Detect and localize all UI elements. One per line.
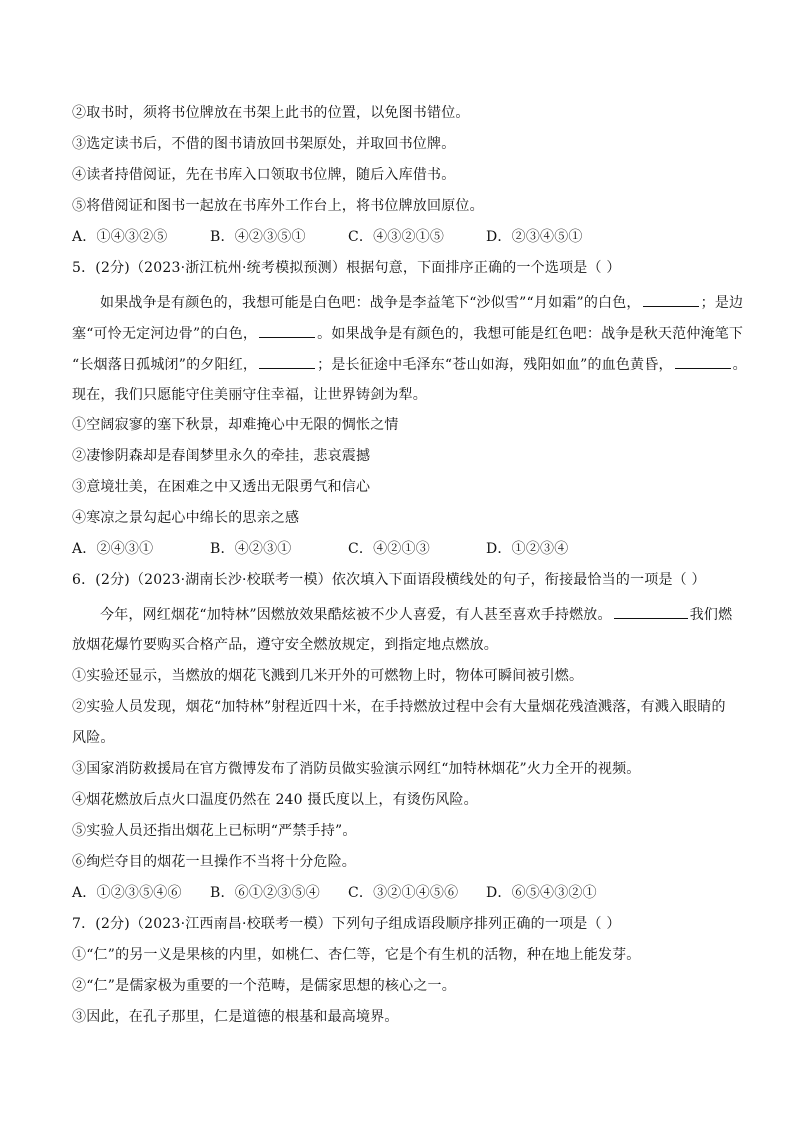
- q6-heading: 6．(2分)（2023·湖南长沙·校联考一模）依次填入下面语段横线处的句子，衔接最恰当的一项是（ ）: [72, 572, 706, 588]
- q7-heading: 7．(2分)（2023·江西南昌·校联考一模）下列句子组成语段顺序排列正确的一项是（ ）: [72, 916, 621, 932]
- q5-item-3: ③意境壮美，在困难之中又透出无限勇气和信心: [72, 479, 371, 495]
- q4-choices: [72, 228, 744, 246]
- q6-item-3: ③国家消防救援局在官方微博发布了消防员做实验演示网红“加特林烟花”火力全开的视频。: [72, 761, 641, 777]
- q6-choice-c[interactable]: C．③②①④⑤⑥: [348, 885, 459, 901]
- q6-text: 今年，网红烟花“加特林”因燃放效果酷炫被不少人喜爱，有人甚至喜欢手持燃放。: [100, 607, 612, 623]
- q6-item-4: ④烟花燃放后点火口温度仍然在 240 摄氏度以上，有烫伤风险。: [72, 792, 478, 808]
- q7-item-2: ②“仁”是儒家极为重要的一个范畴，是儒家思想的核心之一。: [72, 978, 456, 994]
- q5-text: ；是长征途中毛泽东“苍山如海，残阳如血”的血色黄昏，: [317, 357, 673, 373]
- q6-text: 我们燃: [689, 607, 733, 623]
- q4-choice-b[interactable]: B．④②③⑤①: [210, 229, 306, 245]
- q5-text: “长烟落日孤城闭”的夕阳红，: [72, 357, 258, 373]
- q5-item-1: ①空阔寂寥的塞下秋景，却难掩心中无限的惆怅之情: [72, 417, 399, 433]
- q4-item-4: ④读者持借阅证，先在书库入口领取书位牌，随后入库借书。: [72, 167, 456, 183]
- q6-choice-a[interactable]: A．①②③⑤④⑥: [72, 885, 182, 901]
- q5-item-4: ④寒凉之景勾起心中绵长的思亲之感: [72, 510, 300, 526]
- q5-text: 如果战争是有颜色的，我想可能是白色吧：战争是李益笔下“沙似雪”“月如霜”的白色，: [100, 295, 641, 311]
- q5-text: 。: [732, 357, 747, 373]
- q5-passage-line-2: [72, 324, 744, 343]
- q4-choice-c[interactable]: C．④③②①⑤: [348, 229, 445, 245]
- q5-choice-b[interactable]: B．④②③①: [210, 541, 292, 557]
- q6-item-2: ②实验人员发现，烟花“加特林”射程近四十米，在手持燃放过程中会有大量烟花残渣溅落，有溅入眼睛的: [72, 699, 726, 715]
- q6-passage-line-1: [100, 605, 744, 624]
- q5-passage-line-3: [72, 355, 747, 374]
- answer-blank: [643, 293, 699, 307]
- q6-item-6: ⑥绚烂夺目的烟花一旦操作不当将十分危险。: [72, 854, 356, 870]
- q5-choice-c[interactable]: C．④②①③: [348, 541, 430, 557]
- q5-passage-line-4: 现在，我们只愿能守住美丽守住幸福，让世界铸剑为犁。: [72, 387, 427, 403]
- q6-item-5: ⑤实验人员还指出烟花上已标明“严禁手持”。: [72, 823, 357, 839]
- q4-item-3: ③选定读书后，不借的图书请放回书架原处，并取回书位牌。: [72, 136, 456, 152]
- answer-blank: [614, 605, 688, 619]
- answer-blank: [675, 355, 731, 369]
- q5-heading: 5．(2分)（2023·浙江杭州·统考模拟预测）根据句意，下面排序正确的一个选项是（ ）: [72, 260, 621, 276]
- q4-choice-d[interactable]: D．②③④⑤①: [486, 229, 583, 245]
- q5-passage-line-1: [100, 293, 744, 312]
- q5-choice-a[interactable]: A．②④③①: [72, 541, 154, 557]
- q6-item-2-cont: 风险。: [72, 730, 115, 746]
- q5-choice-d[interactable]: D．①②③④: [486, 541, 569, 557]
- q6-choices: [72, 884, 744, 902]
- answer-blank: [259, 324, 315, 338]
- q6-choice-b[interactable]: B．⑥①②③⑤④: [210, 885, 320, 901]
- q5-text: 塞“可怜无定河边骨”的白色，: [72, 326, 258, 342]
- q6-choice-d[interactable]: D．⑥⑤④③②①: [486, 885, 597, 901]
- q6-passage-line-2: 放烟花爆竹要购买合格产品，遵守安全燃放规定，到指定地点燃放。: [72, 637, 498, 653]
- q4-item-2: ②取书时，须将书位牌放在书架上此书的位置，以免图书错位。: [72, 105, 470, 121]
- q6-item-1: ①实验还显示，当燃放的烟花飞溅到几米开外的可燃物上时，物体可瞬间被引燃。: [72, 668, 584, 684]
- q4-choice-a[interactable]: A．①④③②⑤: [72, 229, 168, 245]
- q5-text: 。如果战争是有颜色的，我想可能是红色吧：战争是秋天范仲淹笔下: [317, 326, 744, 342]
- q5-text: ；是边: [700, 295, 744, 311]
- answer-blank: [259, 355, 315, 369]
- q7-item-3: ③因此，在孔子那里，仁是道德的根基和最高境界。: [72, 1009, 399, 1025]
- q7-item-1: ①“仁”的另一义是果核的内里，如桃仁、杏仁等，它是个有生机的活物，种在地上能发芽。: [72, 947, 641, 963]
- q5-choices: [72, 540, 744, 558]
- q4-item-5: ⑤将借阅证和图书一起放在书库外工作台上，将书位牌放回原位。: [72, 198, 484, 214]
- q5-item-2: ②凄惨阴森却是春闺梦里永久的牵挂，悲哀震撼: [72, 448, 371, 464]
